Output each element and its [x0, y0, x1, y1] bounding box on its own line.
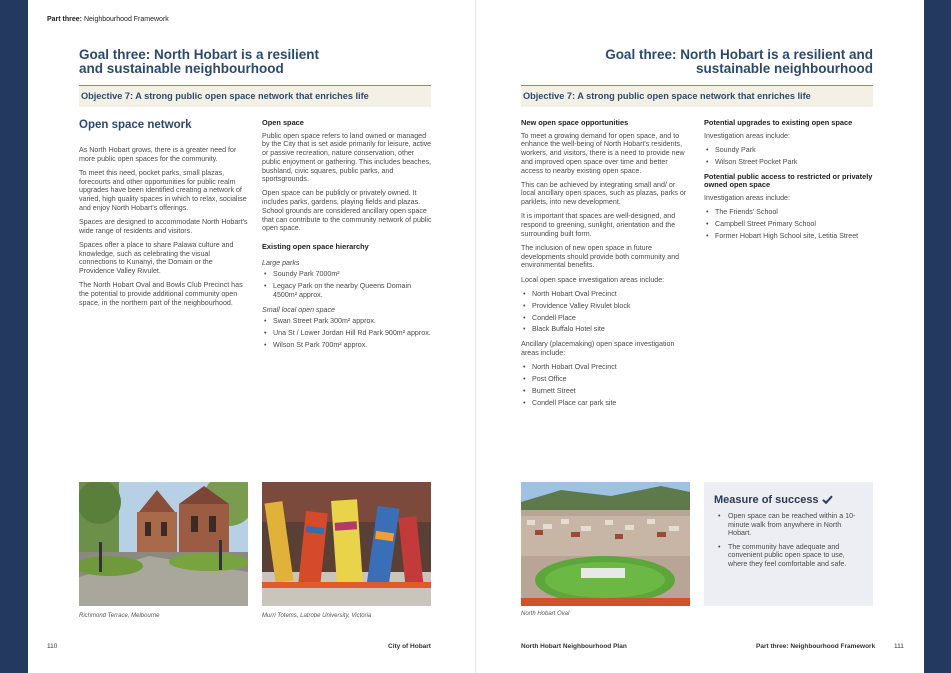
check-icon	[822, 495, 833, 504]
open-space-heading: Open space	[262, 118, 304, 127]
paragraph: Public open space refers to land owned or managed by the City that is set aside primarily for leisure, active or passive recreation, nature conservation, other public enjoyment or gathering. This includes beaches, bushland, civic squares, public parks, and sportsgrounds.	[262, 131, 432, 184]
large-parks-list	[262, 270, 432, 299]
right-goal-title	[560, 48, 873, 76]
list-item: • Wilson St Park 700m² approx.	[262, 341, 432, 350]
list-item: • Condell Place car park site	[521, 399, 691, 408]
list-item: • Post Office	[521, 375, 691, 384]
list-item: • Legacy Park on the nearby Queens Domain 4500m² approx.	[262, 282, 432, 299]
local-areas-label: Local open space investigation areas include:	[521, 275, 665, 284]
paragraph: This can be achieved by integrating small and/ or local ancillary open spaces, such as plazas, parks or parklets, into new development.	[521, 180, 687, 207]
access-heading: Potential public access to restricted or privately owned open space	[704, 171, 873, 190]
new-open-space-heading: New open space opportunities	[521, 118, 629, 127]
ancillary-areas-list	[521, 363, 691, 407]
richmond-terrace-caption: Richmond Terrace, Melbourne	[79, 613, 160, 619]
paragraph: To meet this need, pocket parks, small plazas, forecourts and other opportunities for public realm upgrades have been identified creating a network of varied, high quality spaces in which to relax, socialise and enjoy North Hobart's offerings.	[79, 168, 247, 212]
small-local-list	[262, 317, 432, 349]
murri-totems-photo	[262, 482, 431, 606]
list-item: • Open space can be reached within a 10-minute walk from anywhere in North Hobart.	[716, 512, 863, 538]
right-goal-title-line1: Goal three: North Hobart is a resilient and	[605, 47, 873, 62]
upgrades-label: Investigation areas include:	[704, 131, 790, 140]
list-item: • Swan Street Park 300m² approx.	[262, 317, 432, 326]
list-item: • Burnett Street	[521, 387, 691, 396]
left-column-2	[262, 119, 432, 356]
right-objective-text: Objective 7: A strong public open space network that enriches life	[523, 91, 811, 101]
paragraph: The inclusion of new open space in future developments should provide both community and environmental benefits.	[521, 243, 680, 270]
hierarchy-heading: Existing open space hierarchy	[262, 241, 369, 251]
measure-list	[704, 512, 873, 569]
richmond-terrace-photo	[79, 482, 248, 606]
list-item: • Black Buffalo Hotel site	[521, 325, 691, 334]
local-areas-list	[521, 290, 691, 334]
measure-of-success-box	[704, 482, 873, 606]
list-item: • Wilson Street Pocket Park	[704, 158, 874, 167]
list-item: • Campbell Street Primary School	[704, 220, 874, 229]
list-item: • Soundy Park	[704, 146, 874, 155]
list-item: • Una St / Lower Jordan Hill Rd Park 900m² approx.	[262, 329, 432, 338]
right-page-number: 111	[894, 643, 904, 650]
left-objective-bar	[79, 85, 431, 107]
upgrades-list	[704, 146, 874, 167]
right-footer-left: North Hobart Neighbourhood Plan	[521, 643, 627, 650]
list-item: • The community have adequate and convenient public open space to use, where they feel comfortable and safe.	[716, 543, 863, 569]
large-parks-label: Large parks	[262, 258, 300, 267]
list-item: • The Friends' School	[704, 208, 874, 217]
list-item: • Condell Place	[521, 314, 691, 323]
left-footer-title: City of Hobart	[388, 643, 431, 650]
measure-title-text: Measure of success	[714, 494, 819, 506]
measure-of-success-title	[714, 494, 873, 506]
right-goal-title-line2: sustainable neighbourhood	[695, 61, 873, 76]
north-hobart-oval-photo	[521, 482, 690, 606]
right-column-1	[521, 119, 691, 413]
ancillary-areas-label: Ancillary (placemaking) open space investigation areas include:	[521, 340, 675, 357]
access-label: Investigation areas include:	[704, 193, 790, 202]
paragraph: It is important that spaces are well-designed, and respond to greening, sunlight, orientation and the surrounding built form.	[521, 212, 676, 238]
upgrades-heading: Potential upgrades to existing open space	[704, 118, 853, 127]
list-item: • North Hobart Oval Precinct	[521, 290, 691, 299]
list-item: • Soundy Park 7000m²	[262, 270, 432, 279]
left-objective-text: Objective 7: A strong public open space network that enriches life	[81, 91, 369, 101]
right-objective-bar	[521, 85, 873, 107]
murri-totems-caption: Murri Totems, Latrobe University, Victoria	[262, 613, 372, 619]
right-column-2	[704, 119, 874, 247]
paragraph: The North Hobart Oval and Bowls Club Precinct has the potential to provide additional community open space, in the northern part of the neighbourhood.	[79, 281, 243, 307]
running-head	[47, 16, 169, 23]
list-item: • North Hobart Oval Precinct	[521, 363, 691, 372]
access-list	[704, 208, 874, 240]
paragraph: Spaces are designed to accommodate North Hobart's wide range of residents and visitors.	[79, 217, 248, 235]
left-goal-title	[79, 48, 379, 76]
paragraph: To meet a growing demand for open space, and to enhance the well-being of North Hobart's residents, workers, and visitors, there is a need to provide new and improved open space over time and better access to nearby existing open space.	[521, 131, 685, 175]
open-space-network-title: Open space network	[79, 119, 192, 131]
paragraph: Spaces offer a place to share Palawa culture and knowledge, such as celebrating the visual connections to Kunanyi, the Domain or the Providence Valley Rivulet.	[79, 240, 234, 275]
left-column-1	[79, 146, 249, 313]
right-footer-right: Part three: Neighbourhood Framework	[756, 643, 876, 650]
north-hobart-oval-caption: North Hobart Oval	[521, 611, 570, 617]
running-head-part: Part three:	[47, 16, 83, 23]
list-item: • Providence Valley Rivulet block	[521, 302, 691, 311]
running-head-text: Neighbourhood Framework	[82, 16, 169, 23]
paragraph: As North Hobart grows, there is a greater need for more public open spaces for the community.	[79, 146, 237, 163]
left-goal-title-line1: Goal three: North Hobart is a resilient	[79, 47, 320, 62]
left-page-number: 110	[47, 643, 58, 650]
list-item: • Former Hobart High School site, Letitia Street	[704, 232, 874, 241]
small-local-label: Small local open space	[262, 305, 335, 314]
left-goal-title-line2: and sustainable neighbourhood	[79, 61, 284, 76]
paragraph: Open space can be publicly or privately owned. It includes parks, gardens, playing fields and plazas. School grounds are considered ancillary open space that can contribute to the community network of public open space.	[262, 189, 432, 233]
page-spine	[475, 0, 476, 673]
